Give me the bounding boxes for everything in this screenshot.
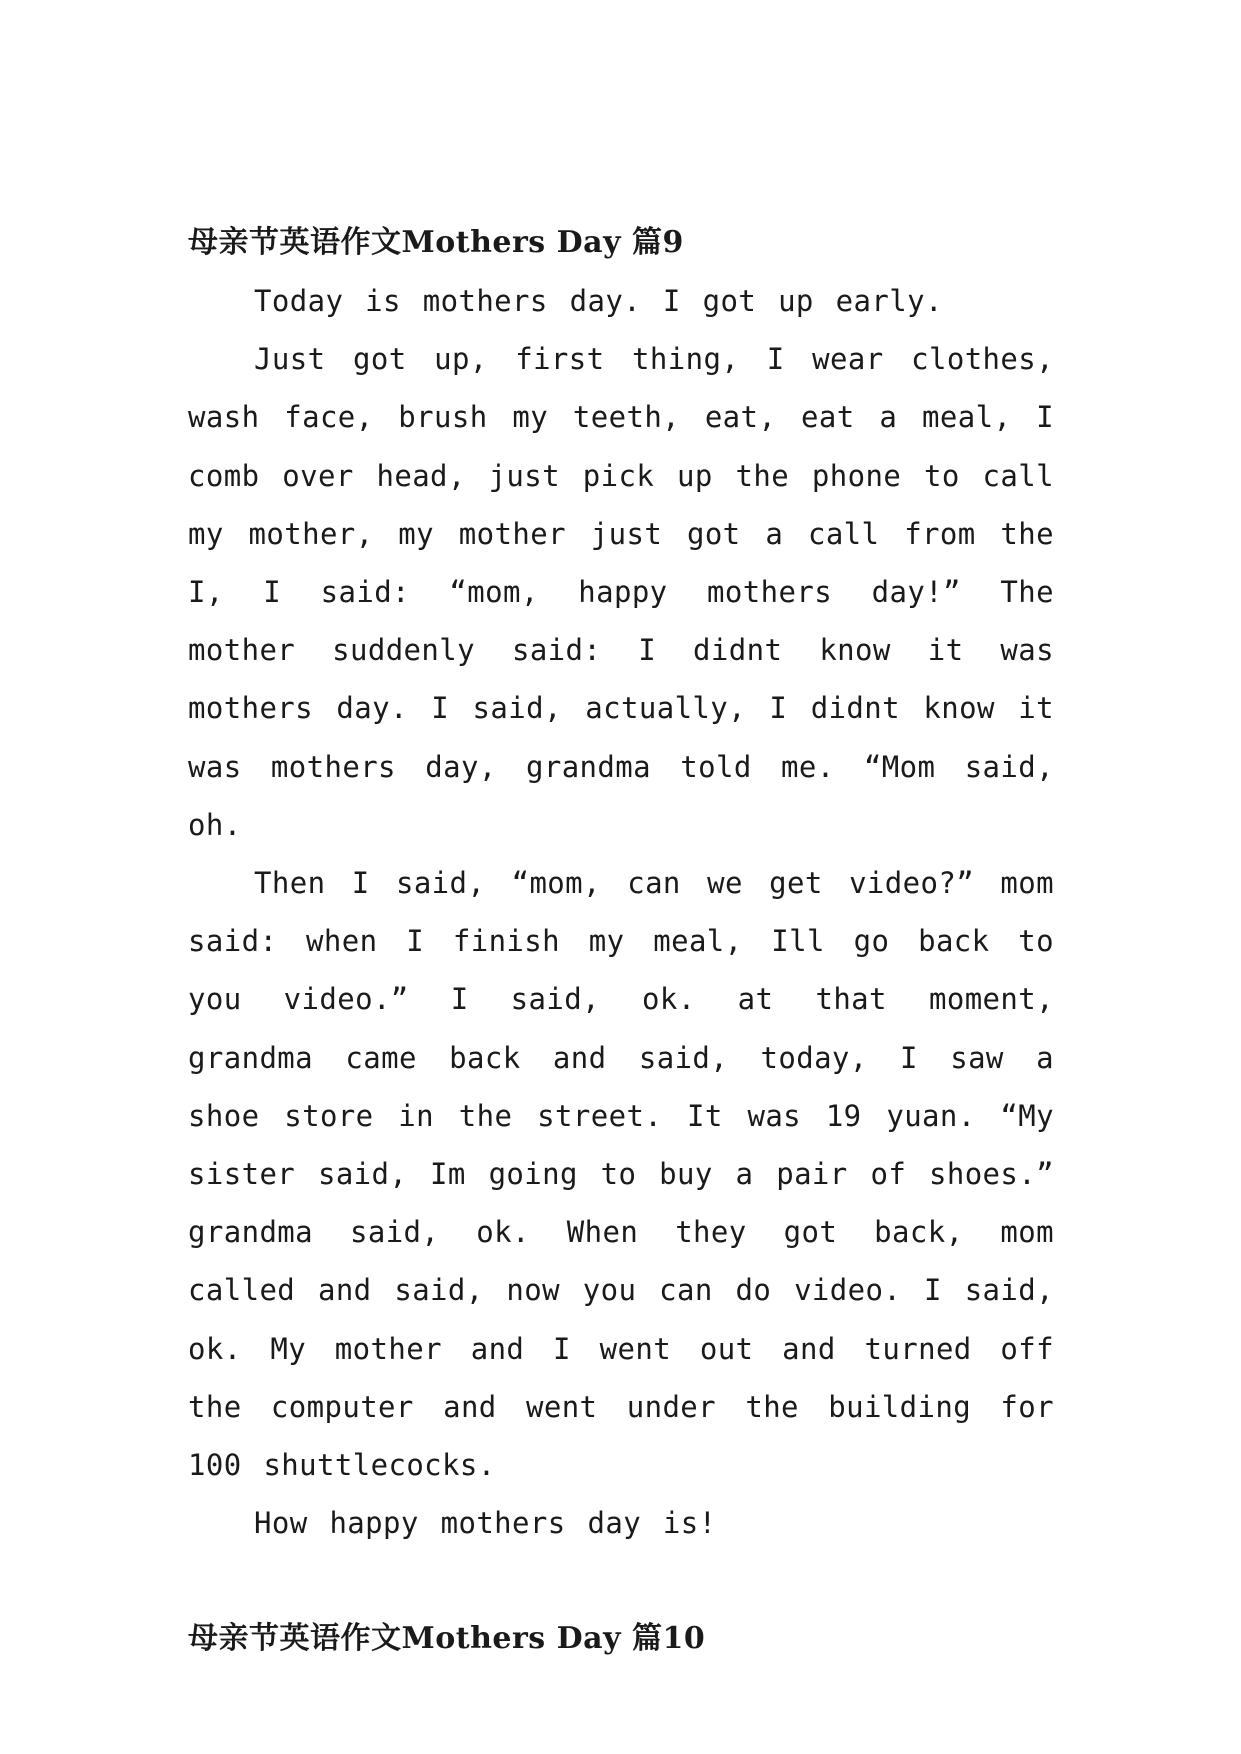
paragraph: Today is mothers day. I got up early. <box>254 284 943 318</box>
paragraph: Then I said, “mom, can we get video?” mom said: when I finish my meal, Ill go back to you video.” I said, ok. at that moment, grandma came back and said, today, I saw a shoe store in the street. It was 19 yuan. “My sister said, Im going to buy a pair of shoes.” grandma said, ok. When they got back, mom called and said, now you can do video. I said, ok. My mother and I went out and turned off the computer and went under the building for 100 shuttlecocks. <box>188 866 1054 1483</box>
section-heading-10: 母亲节英语作文Mothers Day 篇10 <box>188 1621 706 1657</box>
section-spacer <box>188 1552 1054 1610</box>
paragraph: Just got up, first thing, I wear clothes, wash face, brush my teeth, eat, eat a meal, I comb over head, just pick up the phone to call my mother, my mother just got a call from the I, I said: “mom, happy mothers day!” The mother suddenly said: I didnt know it was mothers day. I said, actually, I didnt know it was mothers day, grandma told me. “Mom said, oh. <box>188 342 1054 842</box>
paragraph: How happy mothers day is! <box>254 1506 717 1541</box>
document-body <box>188 214 1054 1668</box>
section-heading-9: 母亲节英语作文Mothers Day 篇9 <box>188 225 684 260</box>
